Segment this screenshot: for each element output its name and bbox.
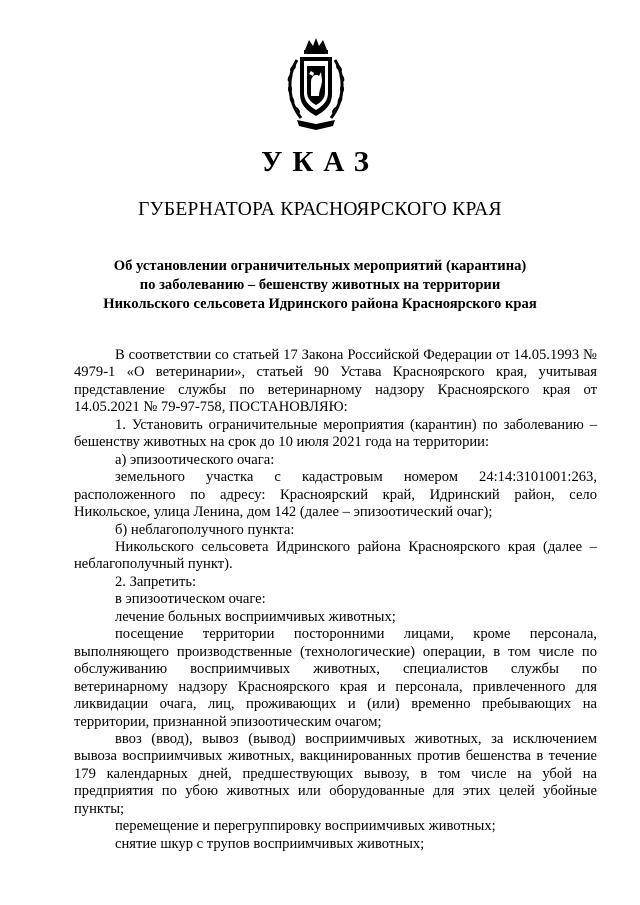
item-2-subheading: в эпизоотическом очаге: bbox=[115, 591, 266, 608]
coat-of-arms-icon bbox=[283, 36, 349, 132]
item-2-clause-b: посещение территории посторонними лицами, кроме персонала, выполняющего производственные (технологические) операции, в том числе по обслуживанию восприимчивых животных, специалистов службы по ветеринарному надзору Красноярского края и персонала, привлеченного для ликвидации очага, лиц, проживающих и (или) временно пребывающих на территории, признанной эпизоотическим очагом; bbox=[74, 626, 597, 730]
heading-line: Никольского сельсовета Идринского района Красноярского края bbox=[103, 296, 537, 312]
item-1a-label: а) эпизоотического очага: bbox=[115, 451, 275, 468]
item-1b-label: б) неблагополучного пункта: bbox=[115, 521, 295, 538]
preamble-paragraph: В соответствии со статьей 17 Закона Российской Федерации от 14.05.1993 № 4979-1 «О ветеринарии», статьей 90 Устава Красноярского края, учитывая представление службы по ветеринарному надзору Красноярского края от 14.05.2021 № 79-97-758, ПОСТАНОВЛЯЮ: bbox=[74, 347, 597, 416]
item-2-clause-c: ввоз (ввод), вывоз (вывод) восприимчивых животных, за исключением вывоза восприимчивых животных, вакцинированных против бешенства в течение 179 календарных дней, предшествующих вывозу, в том числе на убой на предприятия по убою животных или оборудованные для этих целей убойные пункты; bbox=[74, 730, 597, 817]
document-body bbox=[74, 347, 597, 853]
document-heading bbox=[60, 257, 580, 314]
item-2-clause-d: перемещение и перегруппировку восприимчивых животных; bbox=[115, 818, 496, 835]
item-1a-text: земельного участка с кадастровым номером 24:14:3101001:263, расположенного по адресу: Красноярский край, Идринский район, село Никольское, улица Ленина, дом 142 (далее – эпизоотический очаг); bbox=[74, 469, 597, 521]
heading-line: по заболеванию – бешенству животных на территории bbox=[139, 277, 501, 293]
item-1-paragraph: 1. Установить ограничительные мероприятия (карантин) по заболеванию – бешенству животных на срок до 10 июля 2021 года на территории: bbox=[74, 416, 597, 451]
heading-line: Об установлении ограничительных мероприятий (карантина) bbox=[113, 258, 527, 274]
item-1b-text: Никольского сельсовета Идринского района Красноярского края (далее – неблагополучный пункт). bbox=[74, 538, 597, 573]
document-issuer: ГУБЕРНАТОРА КРАСНОЯРСКОГО КРАЯ bbox=[138, 199, 502, 220]
document-title: УКАЗ bbox=[261, 146, 379, 178]
item-2-paragraph: 2. Запретить: bbox=[115, 573, 197, 590]
item-2-clause-a: лечение больных восприимчивых животных; bbox=[115, 608, 396, 625]
item-2-clause-e: снятие шкур с трупов восприимчивых животных; bbox=[115, 835, 425, 852]
